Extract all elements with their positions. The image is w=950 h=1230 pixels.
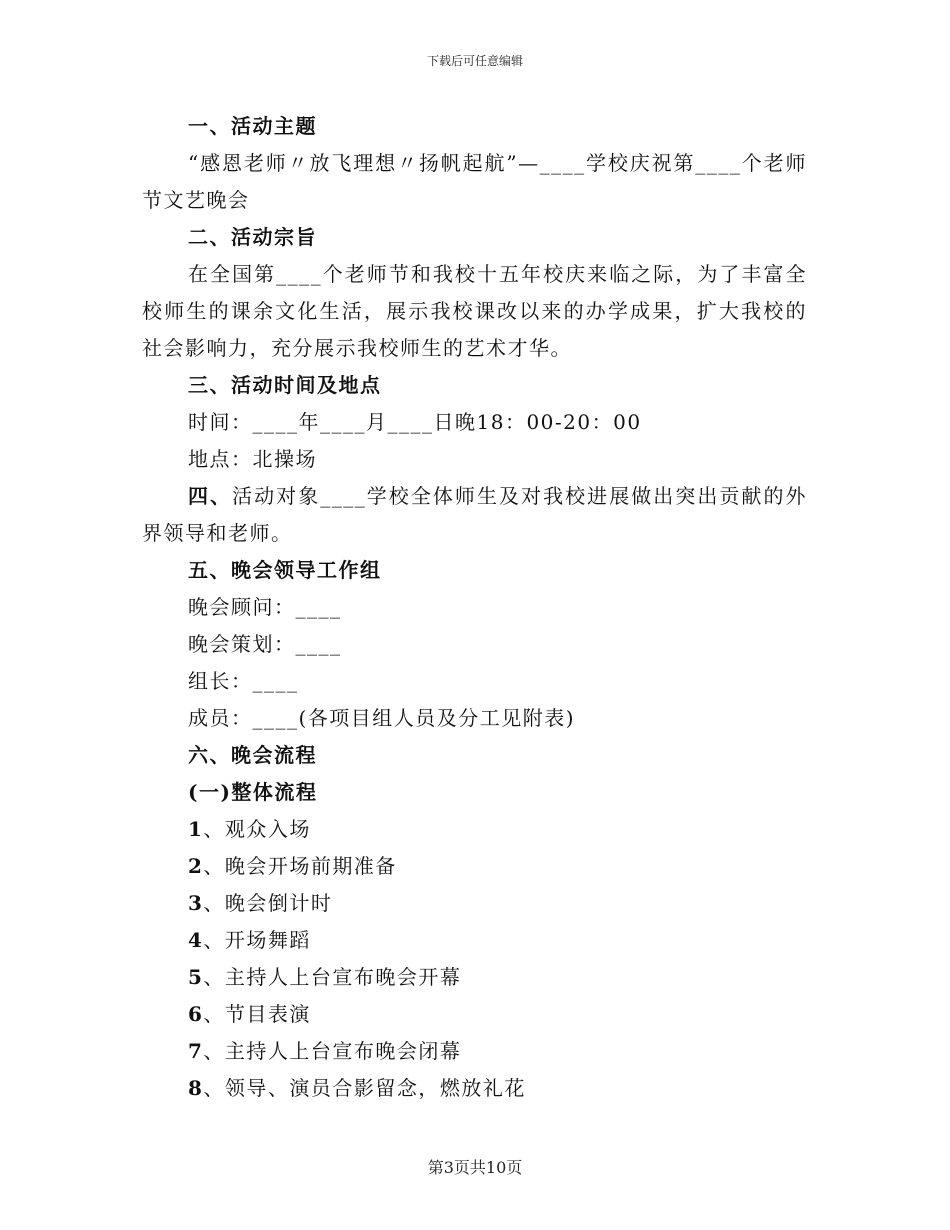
list-item <box>142 811 807 848</box>
step-text: 、晚会开场前期准备 <box>203 854 397 878</box>
step-number: 8 <box>188 1076 204 1100</box>
step-number: 3 <box>188 891 204 915</box>
list-item <box>142 885 807 922</box>
section-6-heading: 六、晚会流程 <box>188 743 317 767</box>
section-3-heading: 三、活动时间及地点 <box>188 373 382 397</box>
step-text: 、开场舞蹈 <box>203 928 311 952</box>
leader-line: 组长：____ <box>188 669 299 693</box>
section-2-heading: 二、活动宗旨 <box>188 225 317 249</box>
section-5-heading: 五、晚会领导工作组 <box>188 558 382 582</box>
step-text: 、节目表演 <box>203 1002 311 1026</box>
step-text: 、晚会倒计时 <box>203 891 333 915</box>
step-number: 4 <box>188 928 204 952</box>
step-number: 1 <box>188 817 204 841</box>
event-time: 时间：____年____月____日晚18：00-20：00 <box>188 410 642 434</box>
page-footer: 第3页共10页 <box>427 1158 523 1177</box>
section-4-heading: 四、 <box>188 484 233 508</box>
section-6-subheading: (一)整体流程 <box>188 780 318 804</box>
section-1-body: “感恩老师〃放飞理想〃扬帆起航”—____学校庆祝第____个老师节文艺晚会 <box>142 151 807 212</box>
step-number: 7 <box>188 1039 204 1063</box>
step-text: 、领导、演员合影留念，燃放礼花 <box>203 1076 526 1100</box>
list-item <box>142 996 807 1033</box>
section-2-body: 在全国第____个老师节和我校十五年校庆来临之际，为了丰富全校师生的课余文化生活，展示我校课改以来的办学成果，扩大我校的社会影响力，充分展示我校师生的艺术才华。 <box>142 262 807 360</box>
list-item <box>142 922 807 959</box>
document-body <box>142 108 807 1107</box>
step-number: 5 <box>188 965 204 989</box>
event-place: 地点：北操场 <box>188 447 317 471</box>
section-1-heading: 一、活动主题 <box>188 114 317 138</box>
page-header: 下载后可任意编辑 <box>426 54 523 68</box>
step-text: 、观众入场 <box>203 817 311 841</box>
step-text: 、主持人上台宣布晚会闭幕 <box>203 1039 462 1063</box>
list-item <box>142 1033 807 1070</box>
step-number: 2 <box>188 854 204 878</box>
step-number: 6 <box>188 1002 204 1026</box>
step-text: 、主持人上台宣布晚会开幕 <box>203 965 462 989</box>
section-4-paragraph <box>142 478 807 552</box>
section-4-body: 活动对象____学校全体师生及对我校进展做出突出贡献的外界领导和老师。 <box>142 484 808 545</box>
members-line: 成员：____(各项目组人员及分工见附表) <box>188 706 576 730</box>
list-item <box>142 848 807 885</box>
advisor-line: 晚会顾问：____ <box>188 595 342 619</box>
list-item <box>142 1070 807 1107</box>
planner-line: 晚会策划：____ <box>188 632 342 656</box>
list-item <box>142 959 807 996</box>
